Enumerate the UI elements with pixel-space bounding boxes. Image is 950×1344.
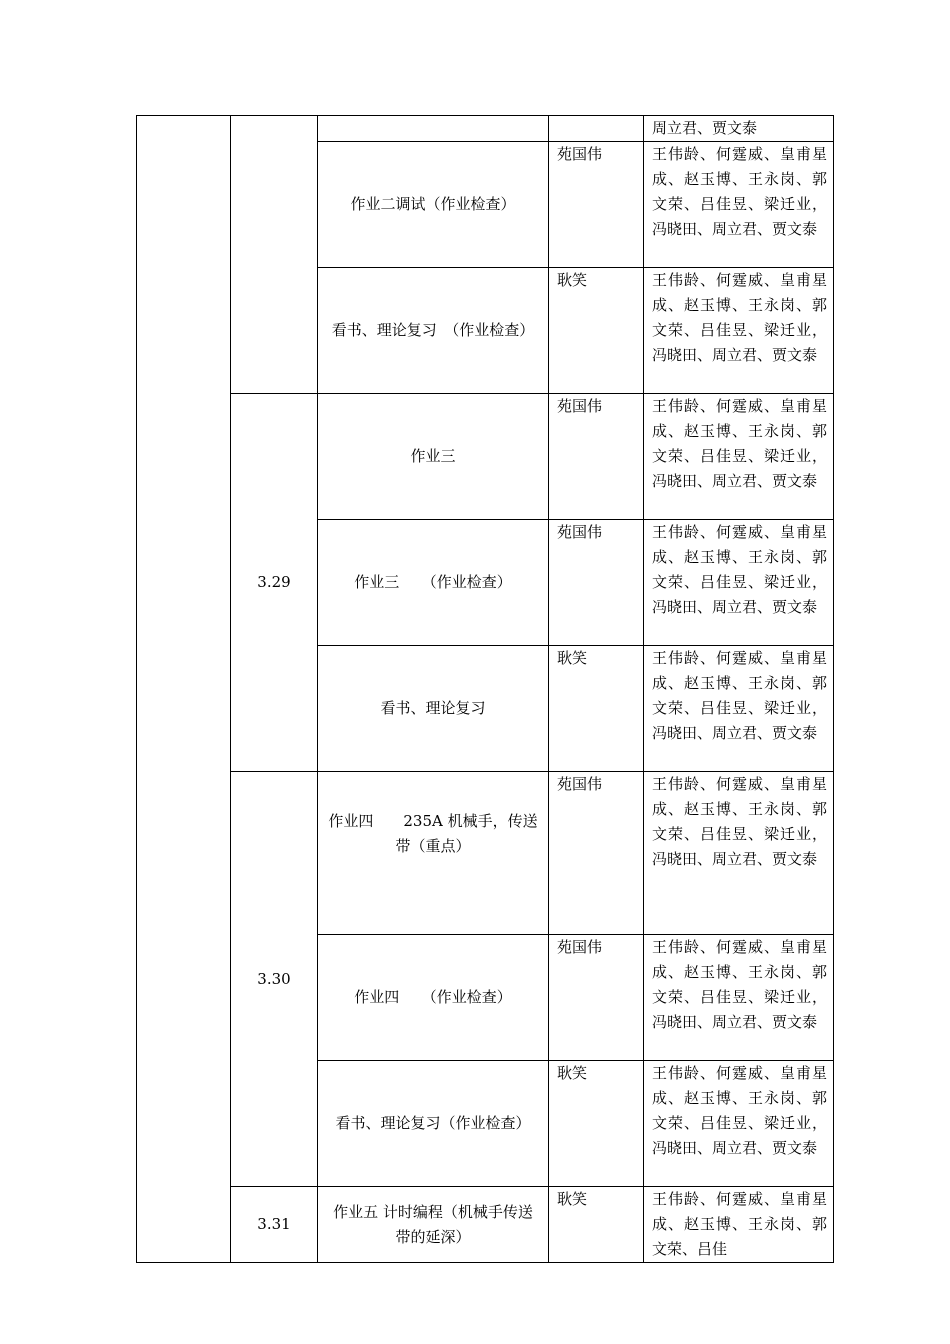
teacher-cell: 耿笑 — [549, 1187, 644, 1263]
task-cell: 看书、理论复习 — [318, 646, 549, 772]
table-row — [137, 772, 834, 935]
students-cell: 王伟龄、何霆威、皇甫星成、赵玉博、王永岗、郭文荣、吕佳昱、梁迁业，冯晓田、周立君、贾文泰 — [644, 142, 834, 268]
teacher-cell: 苑国伟 — [549, 520, 644, 646]
students-cell: 王伟龄、何霆威、皇甫星成、赵玉博、王永岗、郭文荣、吕佳 — [644, 1187, 834, 1263]
table-row — [137, 116, 834, 142]
students-cell: 王伟龄、何霆威、皇甫星成、赵玉博、王永岗、郭文荣、吕佳昱、梁迁业，冯晓田、周立君、贾文泰 — [644, 1061, 834, 1187]
task-cell: 作业三 — [318, 394, 549, 520]
table-row — [137, 394, 834, 520]
task-cell: 作业五 计时编程（机械手传送带的延深） — [318, 1187, 549, 1263]
task-cell: 作业四 （作业检查） — [318, 935, 549, 1061]
schedule-table — [136, 115, 834, 1263]
teacher-cell: 苑国伟 — [549, 142, 644, 268]
date-cell: 3.29 — [231, 394, 318, 772]
teacher-cell: 耿笑 — [549, 646, 644, 772]
teacher-cell: 耿笑 — [549, 268, 644, 394]
teacher-cell: 苑国伟 — [549, 394, 644, 520]
teacher-cell: 苑国伟 — [549, 772, 644, 935]
teacher-cell — [549, 116, 644, 142]
table-row — [137, 1187, 834, 1263]
task-cell: 看书、理论复习（作业检查） — [318, 1061, 549, 1187]
date-cell: 3.31 — [231, 1187, 318, 1263]
students-cell: 王伟龄、何霆威、皇甫星成、赵玉博、王永岗、郭文荣、吕佳昱、梁迁业，冯晓田、周立君、贾文泰 — [644, 394, 834, 520]
students-cell: 王伟龄、何霆威、皇甫星成、赵玉博、王永岗、郭文荣、吕佳昱、梁迁业，冯晓田、周立君、贾文泰 — [644, 268, 834, 394]
teacher-cell: 耿笑 — [549, 1061, 644, 1187]
students-cell: 王伟龄、何霆威、皇甫星成、赵玉博、王永岗、郭文荣、吕佳昱、梁迁业，冯晓田、周立君、贾文泰 — [644, 772, 834, 935]
task-cell — [318, 116, 549, 142]
students-cell: 王伟龄、何霆威、皇甫星成、赵玉博、王永岗、郭文荣、吕佳昱、梁迁业，冯晓田、周立君、贾文泰 — [644, 646, 834, 772]
blank-category-cell — [137, 116, 231, 1263]
task-cell: 作业二调试（作业检查） — [318, 142, 549, 268]
date-cell-prev — [231, 116, 318, 394]
students-cell: 王伟龄、何霆威、皇甫星成、赵玉博、王永岗、郭文荣、吕佳昱、梁迁业，冯晓田、周立君、贾文泰 — [644, 520, 834, 646]
students-cell: 周立君、贾文泰 — [644, 116, 834, 142]
students-cell: 王伟龄、何霆威、皇甫星成、赵玉博、王永岗、郭文荣、吕佳昱、梁迁业，冯晓田、周立君、贾文泰 — [644, 935, 834, 1061]
task-cell: 作业三 （作业检查） — [318, 520, 549, 646]
task-cell: 看书、理论复习 （作业检查） — [318, 268, 549, 394]
date-cell: 3.30 — [231, 772, 318, 1187]
task-cell: 作业四 235A 机械手，传送带（重点） — [318, 772, 549, 935]
teacher-cell: 苑国伟 — [549, 935, 644, 1061]
